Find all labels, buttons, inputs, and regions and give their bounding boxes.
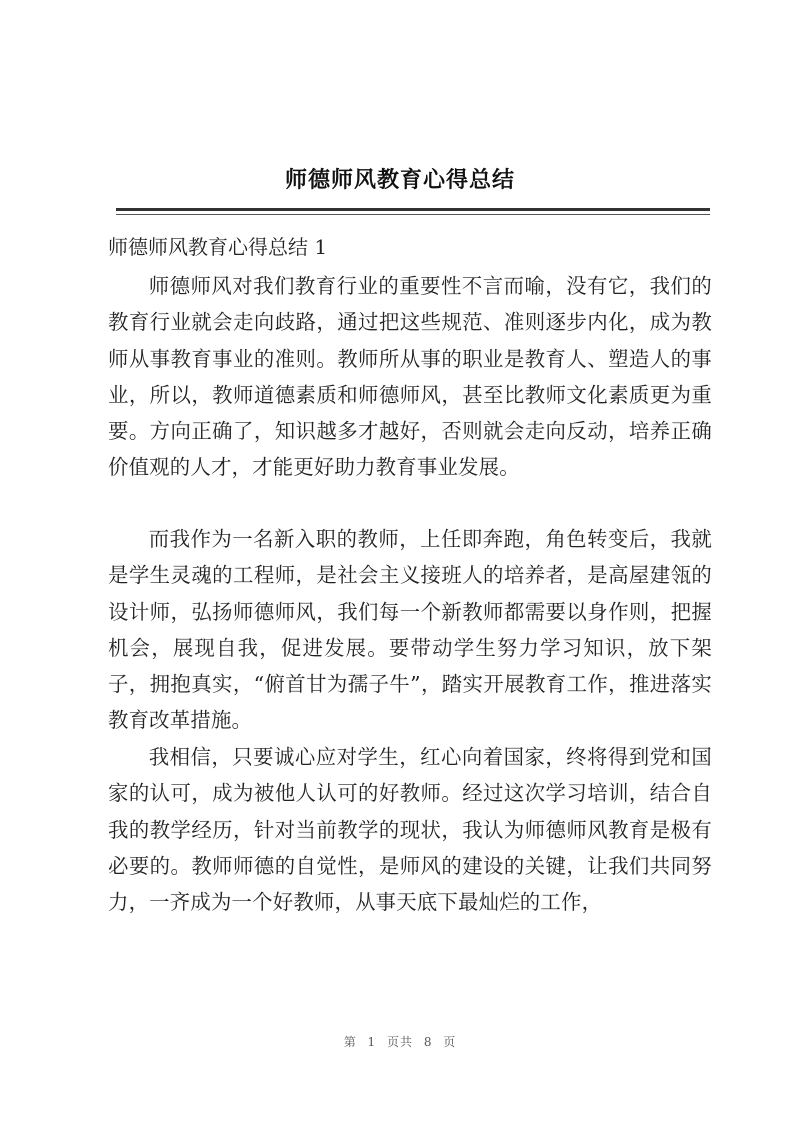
page-number-footer: 第 1 页共 8 页 <box>343 1035 457 1049</box>
body-paragraph-3: 我相信，只要诚心应对学生，红心向着国家，终将得到党和国家的认可，成为被他人认可的好教师。经过这次学习培训，结合自我的教学经历，针对当前教学的现状，我认为师德师风教育是极有必要的。教师师德的自觉性，是师风的建设的关键，让我们共同努力，一齐成为一个好教师，从事天底下最灿烂的工作， <box>108 745 712 915</box>
body-paragraph-1: 师德师风对我们教育行业的重要性不言而喻，没有它，我们的教育行业就会走向歧路，通过把这些规范、准则逐步内化，成为教师从事教育事业的准则。教师所从事的职业是教育人、塑造人的事业，所以，教师道德素质和师德师风，甚至比教师文化素质更为重要。方向正确了，知识越多才越好，否则就会走向反动，培养正确价值观的人才，才能更好助力教育事业发展。 <box>108 274 712 480</box>
section-heading: 师德师风教育心得总结 1 <box>108 235 328 259</box>
body-paragraph-2: 而我作为一名新入职的教师，上任即奔跑，角色转变后，我就是学生灵魂的工程师，是社会主义接班人的培养者，是高屋建瓴的设计师，弘扬师德师风，我们每一个新教师都需要以身作则，把握机会，展现自我，促进发展。要带动学生努力学习知识，放下架子，拥抱真实，“俯首甘为孺子牛”，踏实开展教育工作，推进落实教育改革措施。 <box>108 527 712 733</box>
title-divider <box>116 208 710 211</box>
title-divider-thin <box>116 214 710 215</box>
document-title: 师德师风教育心得总结 <box>284 167 515 193</box>
